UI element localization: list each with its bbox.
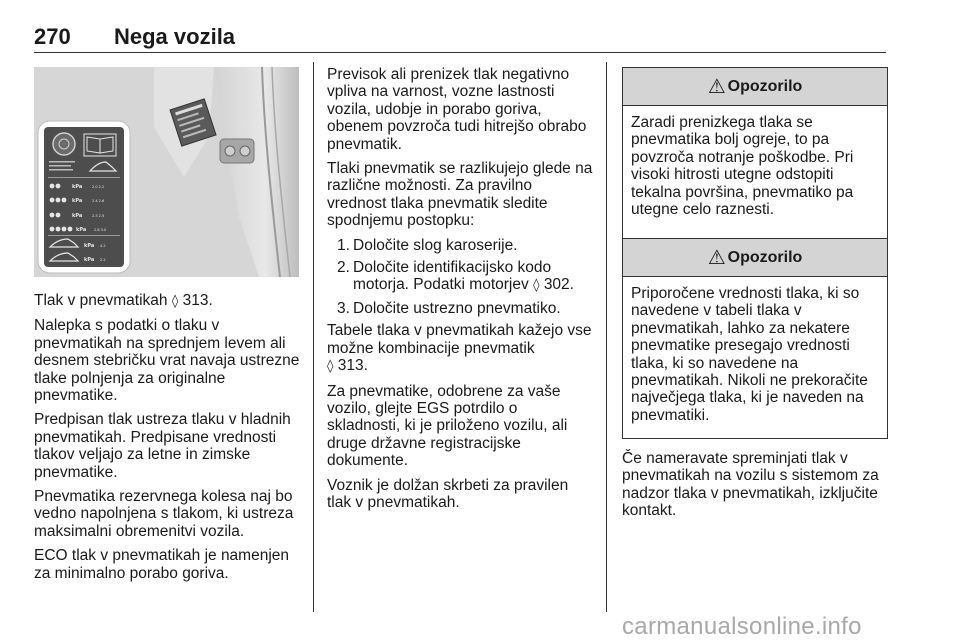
warning-text: Priporočene vrednosti tlaka, ki so navedene v tabeli tlaka v pnevmatikah, lahko za nekatere pnevmatike presegajo vrednosti tlaka, ki so navedene na pnevmatikah. Nikoli ne prekoračite največjega tlaka, ki je naveden na pnevmatiki. (631, 285, 868, 424)
page-number: 270 (34, 24, 71, 49)
label-row-unit: kPa (72, 213, 83, 219)
warning-text: Zaradi prenizkega tlaka se pnevmatika bolj ogreje, to pa povzroča notranje poškodbe. Pri visoki hitrosti utegne odstopiti tekalna površina, pnevmatiko pa utegne celo raznesti. (631, 114, 854, 219)
label-row-values: 2.2 (100, 258, 106, 262)
column-middle (327, 66, 593, 518)
label-row-unit: kPa (72, 198, 83, 204)
page-reference-link[interactable]: 313. (337, 357, 368, 375)
page-reference-link[interactable]: 313. (182, 292, 213, 309)
paragraph: Tlaki pnevmatik se razlikujejo glede na različne možnosti. Za pravilno vrednost tlaka pnevmatik sledite spodnjemu postopku: (327, 160, 593, 230)
page-header (34, 24, 886, 52)
list-item: 2. Določite identifikacijsko kodo motorja. Podatki motorjev ◊ 302. (337, 259, 574, 294)
label-row-values: 2.0 2.2 (92, 185, 105, 189)
figure-caption: Tlak v pnevmatikah ◊ 313. (34, 292, 213, 309)
procedure-steps (327, 237, 593, 318)
cross-reference-icon: ◊ (533, 278, 540, 294)
paragraph: Nalepka s podatki o tlaku v pnevmatikah na sprednjem levem ali desnem stebričku vrat navaja ustrezne tlake polnjenja za originalne pnevmatike. (34, 317, 300, 405)
column-left (34, 292, 302, 589)
cross-reference-icon: ◊ (171, 294, 179, 309)
step-number: 3. (337, 299, 350, 317)
label-row-unit: kPa (84, 257, 95, 263)
step-number: 1. (337, 236, 350, 254)
paragraph: Voznik je dolžan skrbeti za pravilen tlak v pnevmatikah. (327, 476, 569, 511)
tire-pressure-label-figure (34, 67, 299, 277)
tire-pressure-label-illustration (34, 67, 299, 277)
paragraph: Previsok ali prenizek tlak negativno vpliva na varnost, vozne lastnosti vozila, udobje in porabo goriva, obenem povzroča tudi hitrejšo obrabo pnevmatik. (327, 66, 587, 153)
watermark: carmanualsonline.info (622, 613, 862, 640)
chapter-title: Nega vozila (114, 24, 236, 49)
page-reference-link[interactable]: 302. (543, 276, 574, 294)
label-row-unit: kPa (76, 227, 87, 233)
label-row-unit: kPa (72, 184, 83, 190)
paragraph: Pnevmatika rezervnega kolesa naj bo vedno napolnjena s tlakom, ki ustreza maksimalni obremenitvi vozila. (34, 488, 294, 540)
label-row-values: 4.2 (100, 244, 106, 248)
warning-box (622, 67, 888, 253)
column-divider-left (313, 62, 314, 612)
header-divider (34, 52, 886, 53)
list-item: 1. Določite slog karoserije. (337, 236, 518, 254)
column-right (622, 450, 888, 527)
column-divider-right (606, 62, 607, 612)
label-row-values: 2.8 3.0 (94, 228, 107, 232)
paragraph: Tabele tlaka v pnevmatikah kažejo vse možne kombinacije pnevmatik ◊ 313. (327, 322, 592, 375)
label-row-unit: kPa (84, 243, 95, 249)
cross-reference-icon: ◊ (327, 359, 334, 375)
warning-title: Opozorilo (727, 77, 803, 95)
label-row-values: 2.3 2.5 (92, 214, 105, 218)
label-row-values: 2.4 2.6 (92, 199, 105, 203)
warning-triangle-icon: ⚠ (707, 76, 726, 98)
warning-title: Opozorilo (727, 248, 803, 266)
warning-box (622, 238, 888, 439)
paragraph: Če nameravate spreminjati tlak v pnevmatikah na vozilu s sistemom za nadzor tlaka v pnevmatikah, izključite kontakt. (622, 450, 879, 520)
list-item: 3. Določite ustrezno pnevmatiko. (337, 299, 561, 317)
warning-header (623, 68, 887, 106)
paragraph: Predpisan tlak ustreza tlaku v hladnih pnevmatikah. Predpisane vrednosti tlakov veljajo za letne in zimske pnevmatike. (34, 411, 291, 481)
paragraph: Za pnevmatike, odobrene za vaše vozilo, glejte EGS potrdilo o skladnosti, ki je priloženo vozilu, ali druge državne registracijske dokumente. (327, 382, 568, 470)
warning-header (623, 239, 887, 277)
paragraph: ECO tlak v pnevmatikah je namenjen za minimalno porabo goriva. (34, 547, 290, 582)
step-number: 2. (337, 259, 350, 277)
warning-triangle-icon: ⚠ (707, 247, 726, 269)
